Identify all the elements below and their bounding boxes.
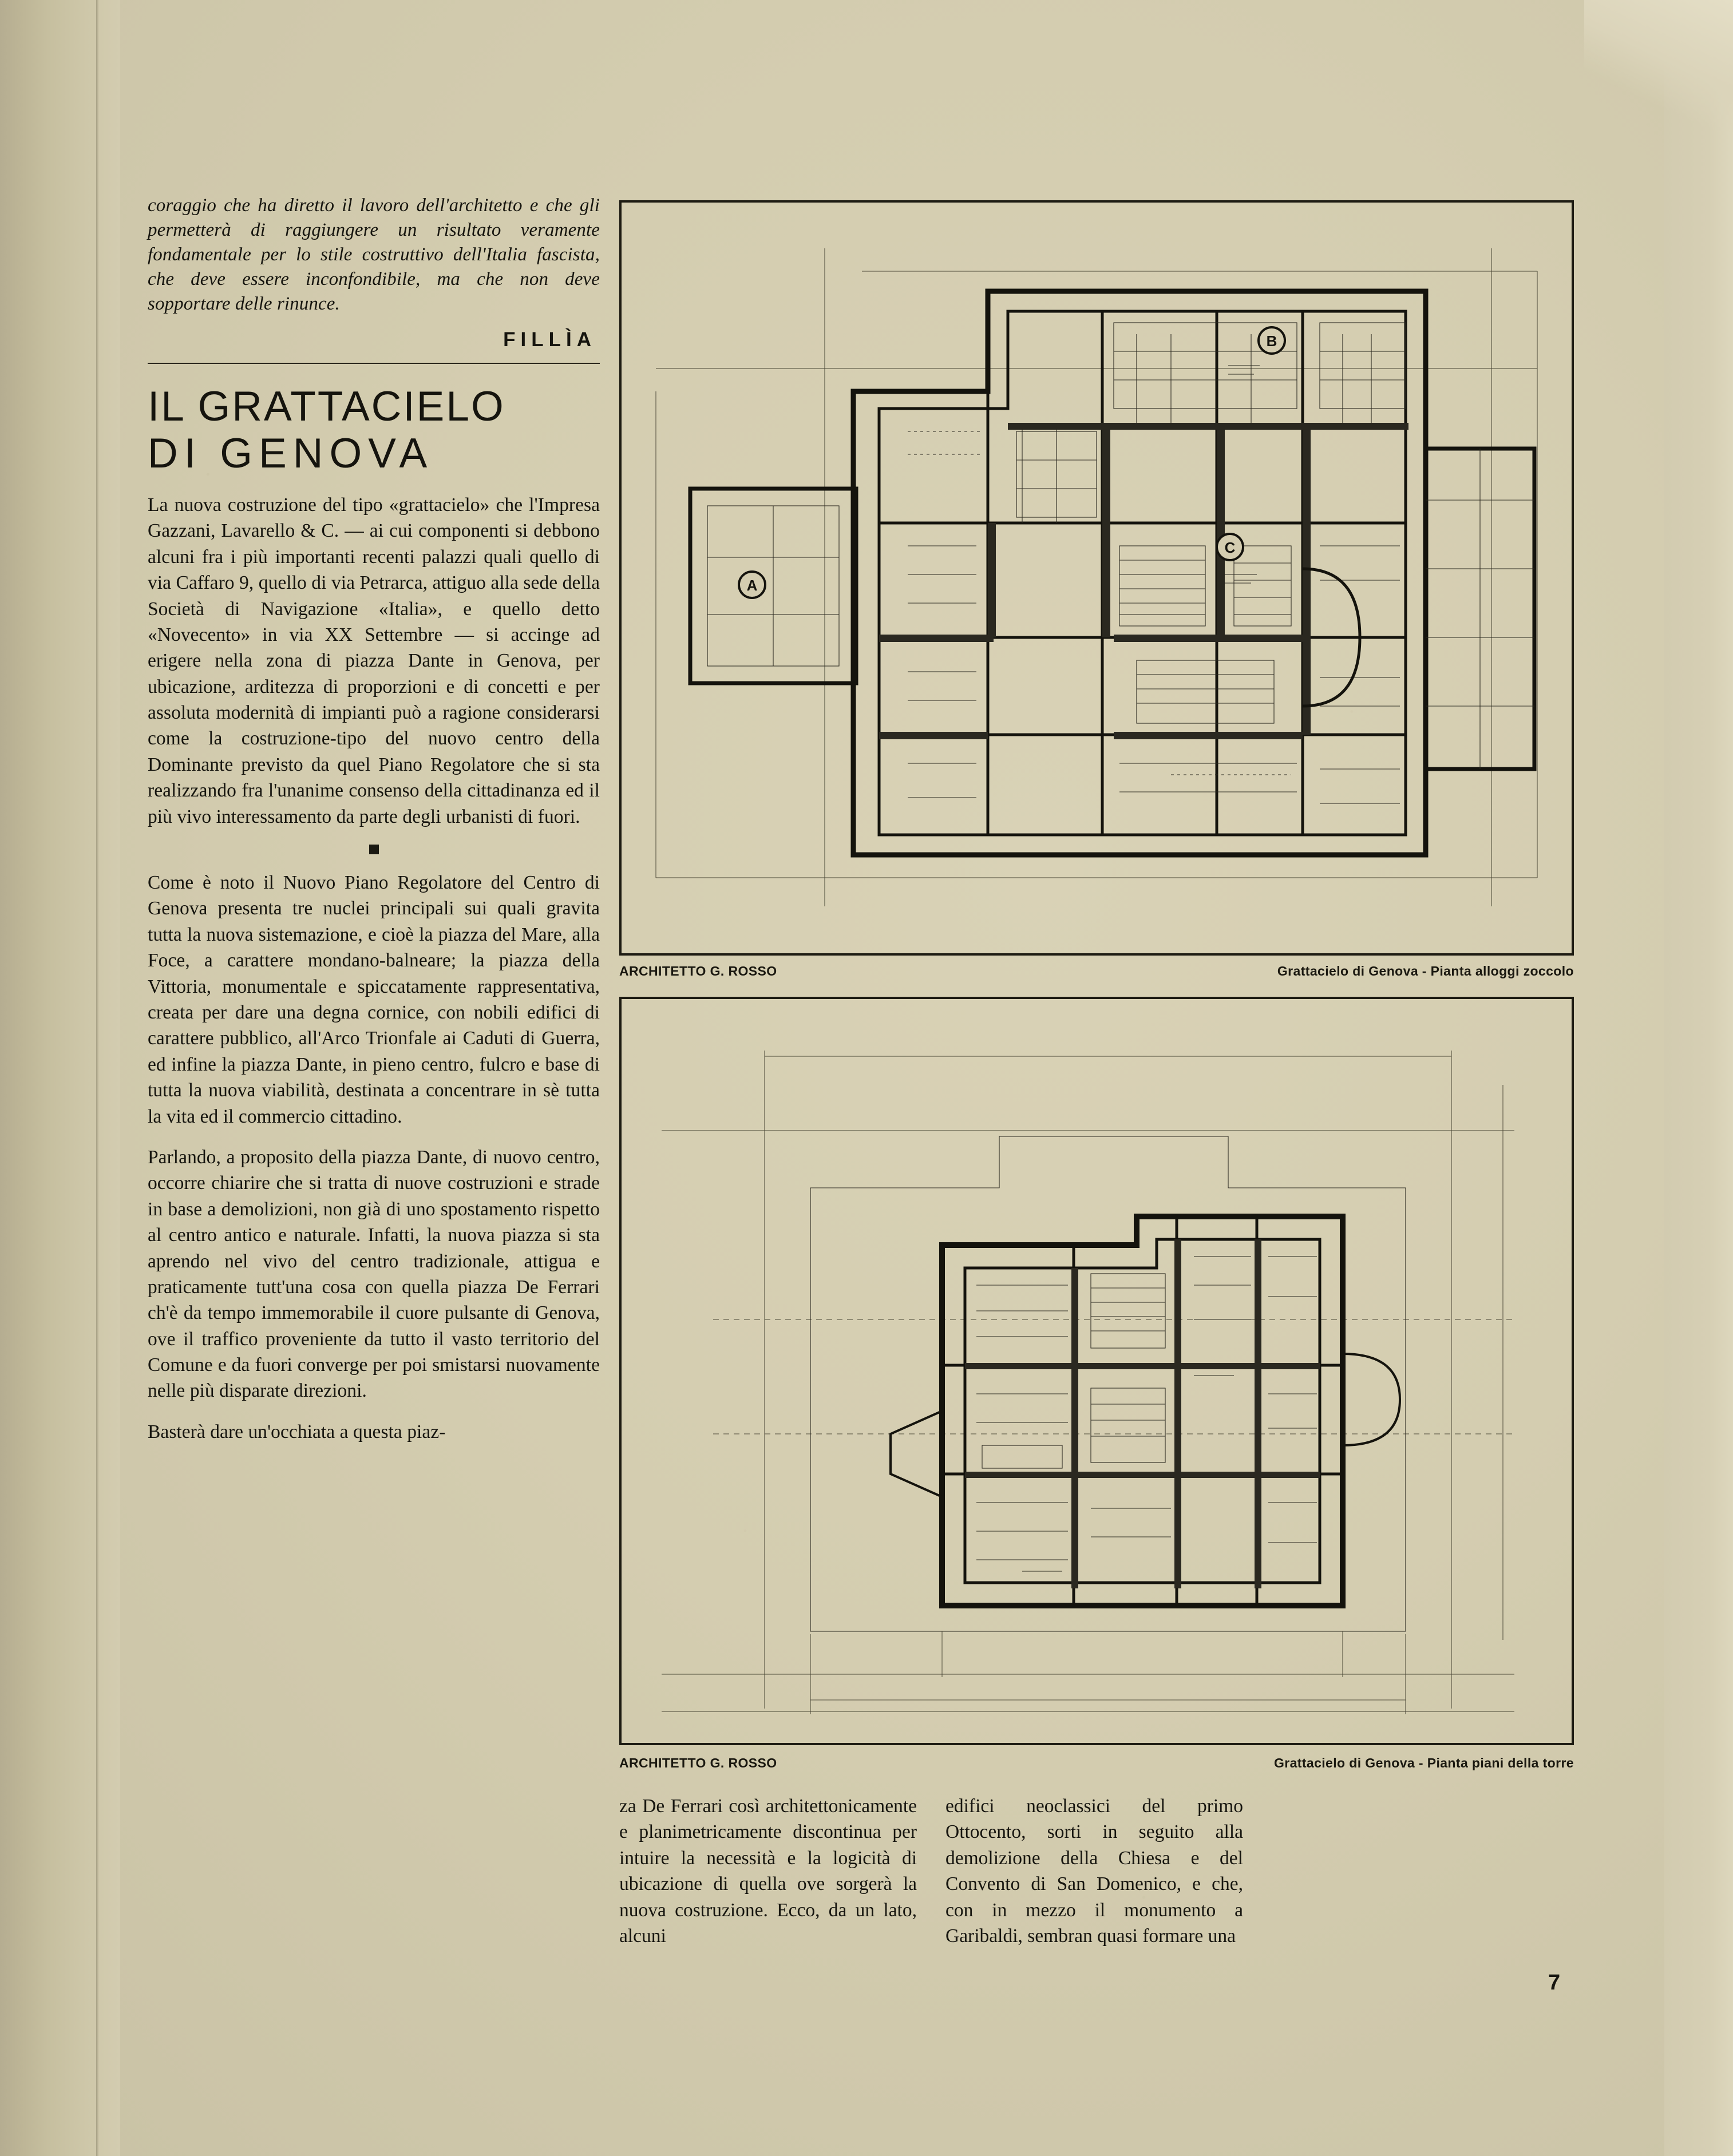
floor-plan-drawing-lower xyxy=(622,999,1572,1743)
figure-upper-caption: Grattacielo di Genova - Pianta alloggi zoccolo xyxy=(1277,964,1574,978)
square-bullet-divider xyxy=(148,845,600,857)
intro-paragraph: coraggio che ha diretto il lavoro dell'architetto e che gli permetterà di raggiungere un risultato veramente fondamentale per lo stile costruttivo dell'Italia fascista, che deve essere inconfondibile, ma che non deve sopportare delle rinunce. xyxy=(148,195,600,314)
body-paragraph-4: Basterà dare un'occhiata a questa piaz- xyxy=(148,1421,446,1442)
page-title xyxy=(148,383,600,477)
figure-lower-credit: ARCHITETTO G. ROSSO xyxy=(619,1755,777,1770)
bottom-column-b: edifici neoclassici del primo Ottocento, sorti in seguito alla demolizione della Chiesa e del Convento di San Domenico, e che, con in mezzo il monumento a Garibaldi, sembran quasi formare una xyxy=(945,1796,1243,1947)
room-marker-B xyxy=(1259,327,1285,354)
figure-upper xyxy=(619,200,1574,956)
page-title-line-2: DI GENOVA xyxy=(148,430,434,477)
figure-lower-caption-row xyxy=(619,1755,1574,1771)
svg-text:C: C xyxy=(1224,539,1236,556)
body-paragraph-2: Come è noto il Nuovo Piano Regolatore del Centro di Genova presenta tre nuclei principali sui quali gravita tutta la nuova sistemazione, e cioè la piazza del Mare, alla Foce, a carattere mondano-balneare; la piazza della Vittoria, monumentale e spiccatamente rappresentativa, creata per dare una degna cornice, con nobili edifici di carattere pubblico, all'Arco Trionfale ai Caduti di Guerra, ed infine la piazza Dante, in pieno centro, fulcro e base di tutta la nuova viabilità, destinata a concentrare in sè tutta la vita ed il commercio cittadino. xyxy=(148,872,600,1127)
figure-upper-caption-row xyxy=(619,964,1574,979)
body-paragraph-3: Parlando, a proposito della piazza Dante, di nuovo centro, occorre chiarire che si tratta di nuove costruzioni e strade in base a demolizioni, non già di uno spostamento rispetto al centro antico e naturale. Infatti, la nuova piazza si sta aprendo nel vivo del centro tradizionale, attigua e praticamente tutt'una cosa con quella piazza De Ferrari ch'è da tempo immemorabile il cuore pulsante di Genova, ove il traffico proveniente da tutto il vasto territorio del Comune e da fuori converge per poi smistarsi nuovamente nelle più disparate direzioni. xyxy=(148,1146,600,1402)
horizontal-rule xyxy=(148,363,600,364)
bottom-column-a: za De Ferrari così architettonicamente e planimetricamente discontinua per intuire la necessità e la logicità di ubicazione di quella ove sorgerà la nuova costruzione. Ecco, da un lato, alcuni xyxy=(619,1796,917,1947)
square-bullet-icon xyxy=(369,845,379,854)
byline: FILLÌA xyxy=(503,328,596,351)
figure-lower xyxy=(619,997,1574,1745)
svg-text:A: A xyxy=(746,577,758,594)
room-marker-A xyxy=(739,572,765,598)
page-title-line-1: IL GRATTACIELO xyxy=(148,383,505,430)
left-text-column xyxy=(148,193,600,1445)
figure-lower-caption: Grattacielo di Genova - Pianta piani della torre xyxy=(1273,1755,1574,1770)
figure-upper-credit: ARCHITETTO G. ROSSO xyxy=(619,964,777,978)
floor-plan-drawing-upper xyxy=(622,203,1572,953)
body-paragraph-1: La nuova costruzione del tipo «grattacielo» che l'Impresa Gazzani, Lavarello & C. — ai cui componenti si debbono alcuni fra i più importanti recenti palazzi quali quello di via Caffaro 9, quello di via Petrarca, attiguo alla sede della Società di Navigazione «Italia», e quello detto «Novecento» in via XX Settembre — si accinge ad erigere nella zona di piazza Dante in Genova, per ubicazione, arditezza di proporzioni e di concetti e per assoluta modernità di impianti può a ragione considerarsi come la costruzione-tipo del nuovo centro della Dominante previsto da quel Piano Regolatore che si sta realizzando fra l'unanime consenso della cittadinanza ed il più vivo interessamento da parte degli urbanisti di fuori. xyxy=(148,494,600,827)
page-number: 7 xyxy=(1548,1971,1561,1995)
room-marker-C xyxy=(1217,534,1243,560)
svg-text:B: B xyxy=(1266,332,1277,350)
